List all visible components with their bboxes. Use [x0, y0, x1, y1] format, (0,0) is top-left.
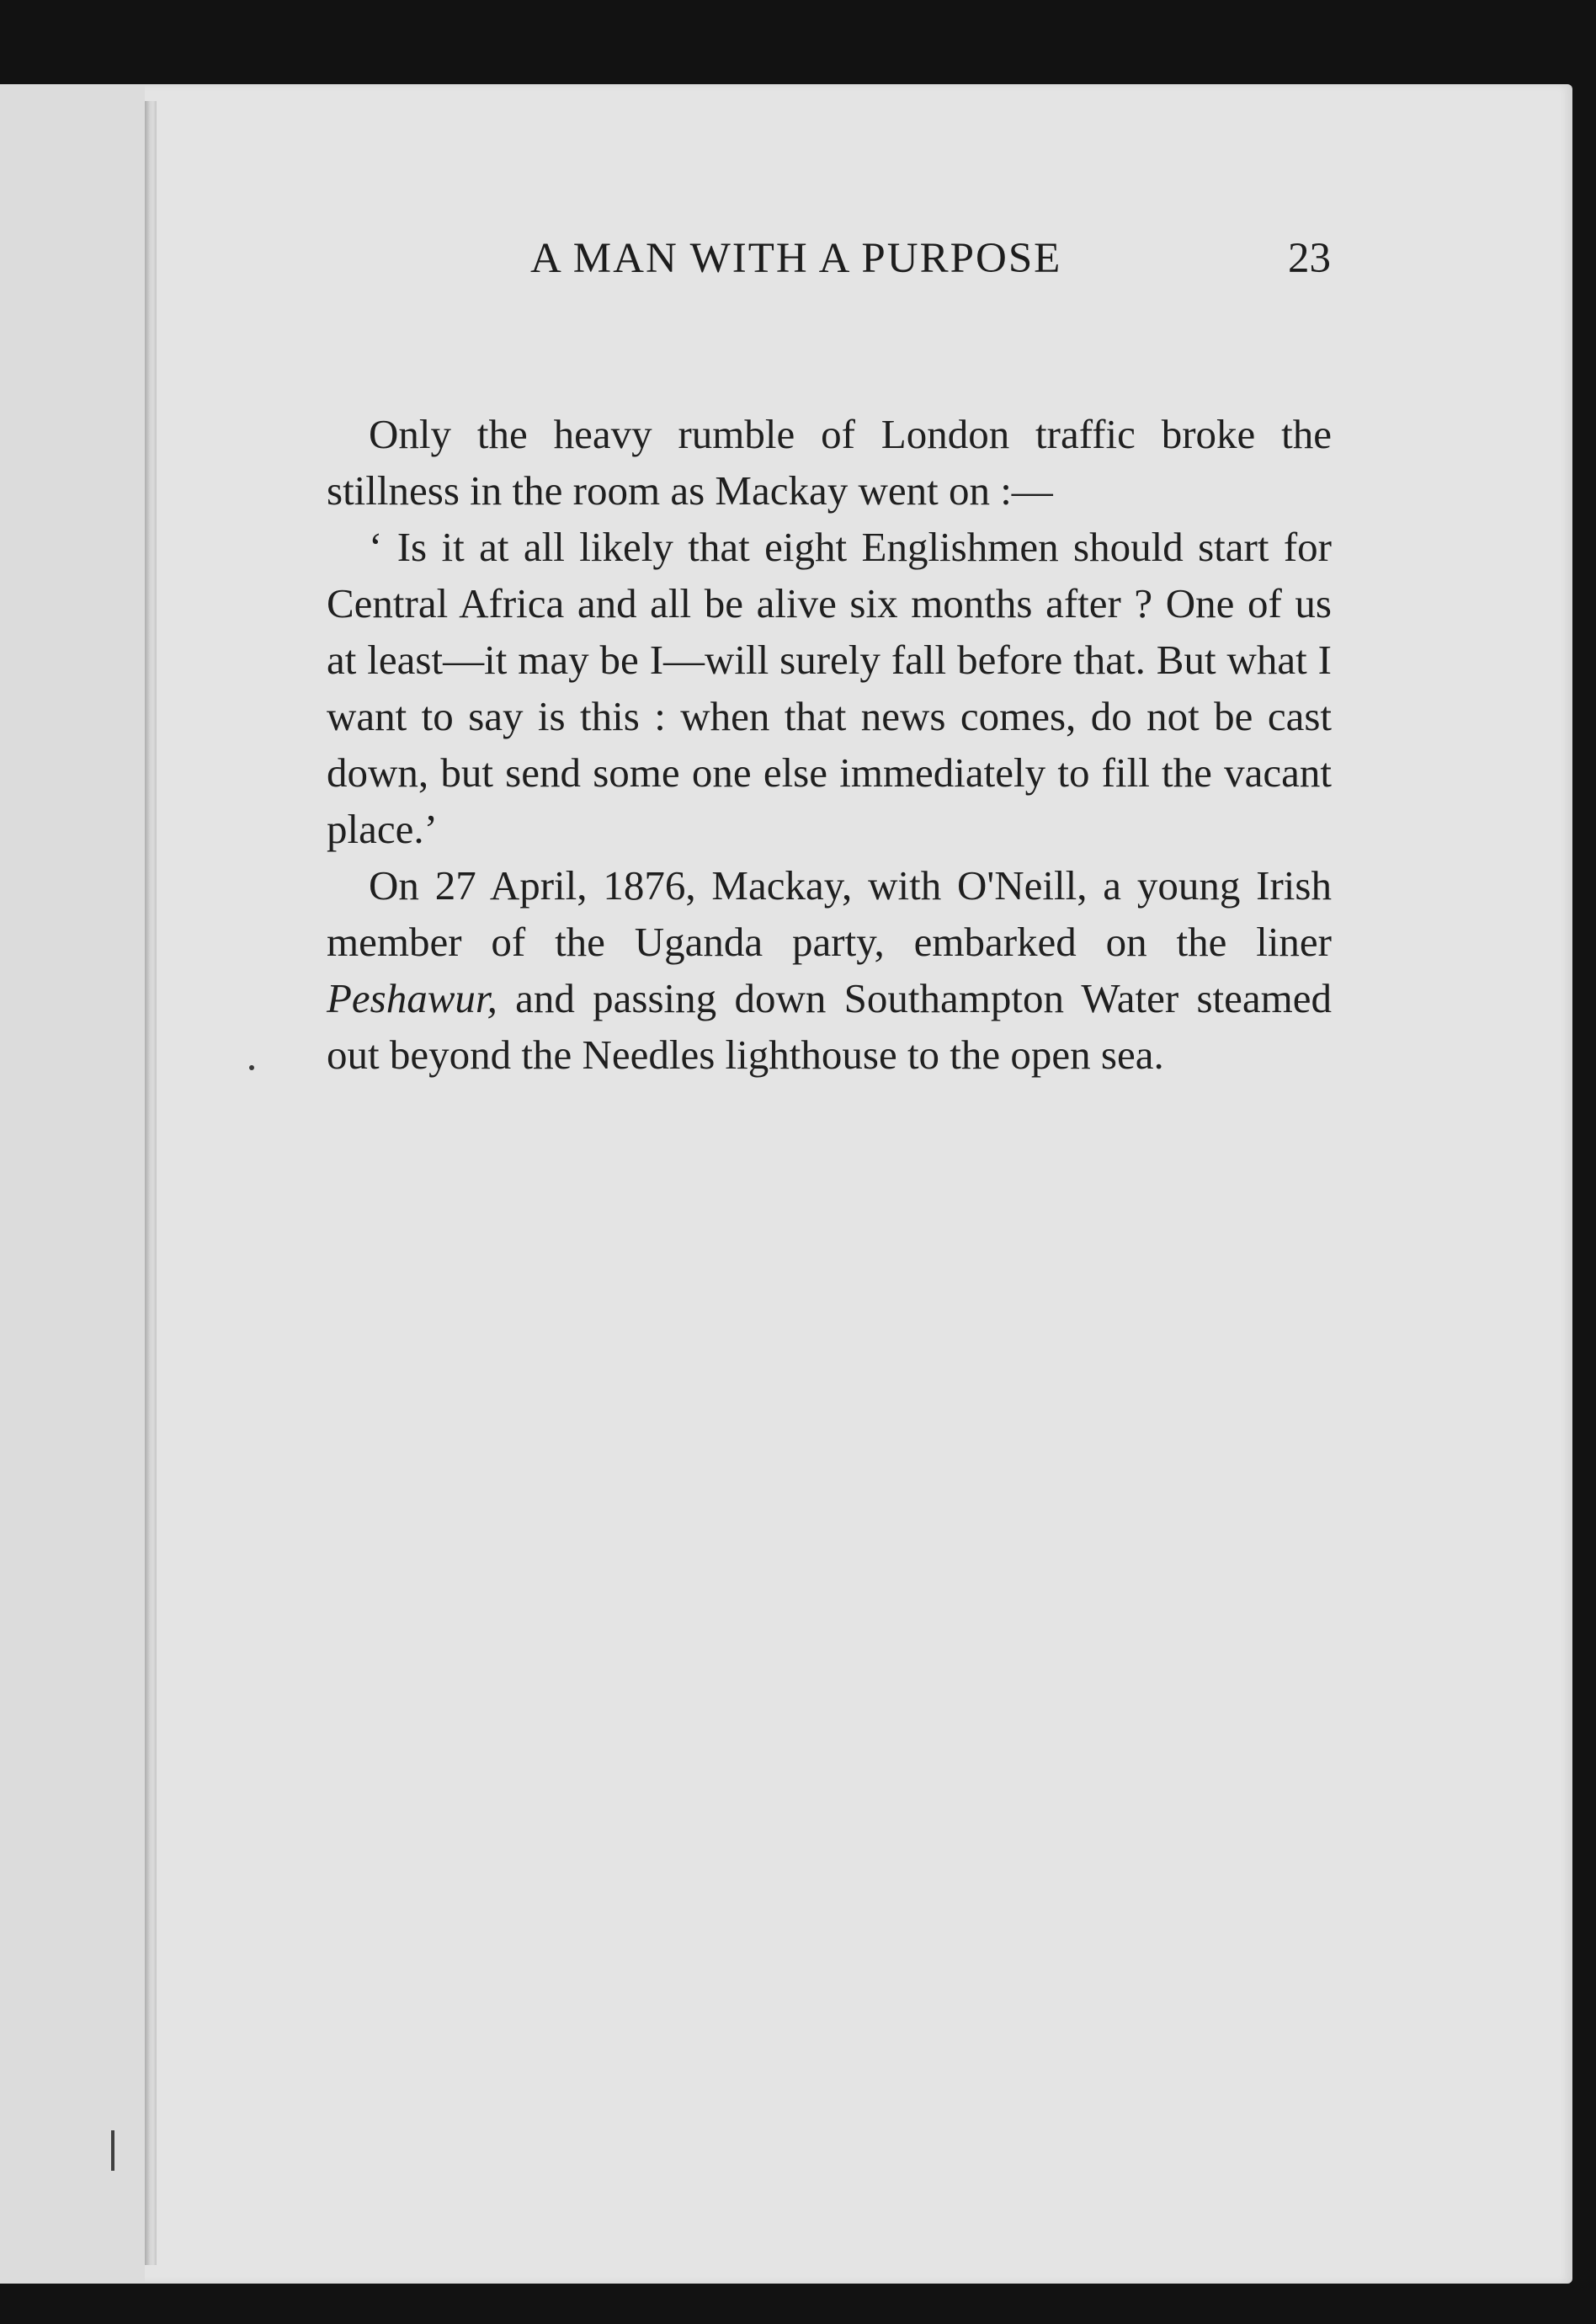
- page-number: 23: [1288, 235, 1331, 282]
- ship-name: Peshawur,: [327, 975, 497, 1021]
- paragraph: [327, 857, 1332, 1083]
- facing-page-edge: [0, 84, 145, 2284]
- paragraph-text: and passing down Southampton Water steamed out beyond the Needles lighthouse to the open sea.: [327, 975, 1332, 1078]
- paragraph-text: On 27 April, 1876, Mackay, with O'Neill, a young Irish member of the Uganda party, embarked on the liner: [327, 862, 1332, 965]
- paragraph: ‘ Is it at all likely that eight Englishmen should start for Central Africa and all be alive six months after ? One of us at least—it may be I—will surely fall before that. But what I want to say is this : when that news comes, do not be cast down, but send some one else immediately to fill the vacant place.’: [327, 524, 1332, 852]
- scan-mark: [111, 2130, 114, 2171]
- paragraph: Only the heavy rumble of London traffic broke the stillness in the room as Mackay went on :—: [327, 411, 1332, 514]
- running-head: A MAN WITH A PURPOSE: [530, 235, 1062, 282]
- book-page: [0, 84, 1572, 2284]
- page-header: [328, 234, 1338, 293]
- scan-speck: [249, 1065, 254, 1070]
- body-text: [327, 406, 1332, 1083]
- book-gutter: [145, 101, 157, 2265]
